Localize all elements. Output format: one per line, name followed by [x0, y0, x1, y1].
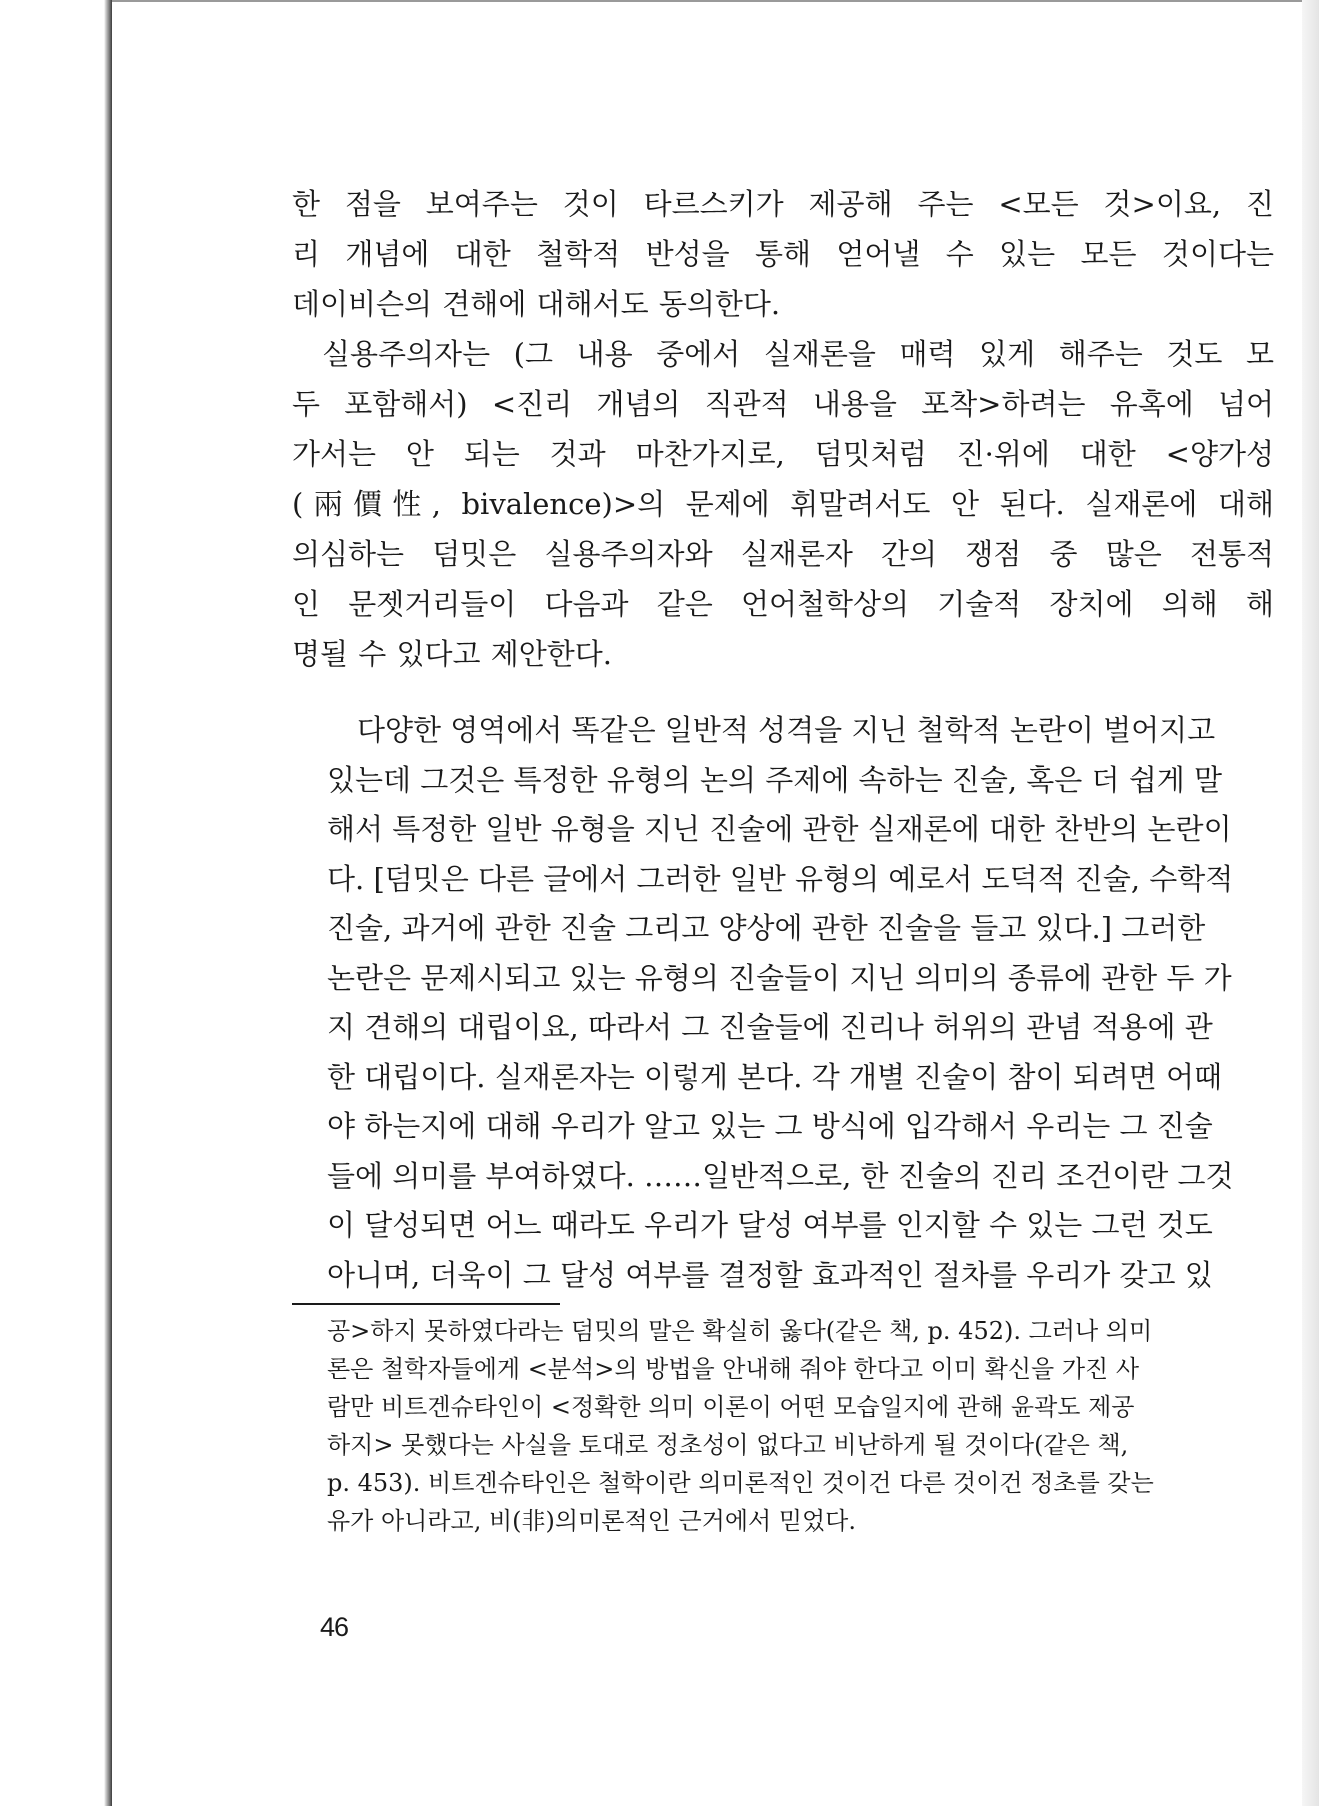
- footnote-line: 하지> 못했다는 사실을 토대로 정초성이 없다고 비난하게 될 것이다(같은 책,: [327, 1431, 1129, 1459]
- book-page: [112, 0, 1302, 1806]
- intro-paragraph: [292, 179, 1274, 329]
- text-line: 인 문젯거리들이 다음과 같은 언어철학상의 기술적 장치에 의해 해: [292, 587, 1274, 621]
- page-number: 46: [320, 1612, 349, 1642]
- quote-line: 이 달성되면 어느 때라도 우리가 달성 여부를 인지할 수 있는 그런 것도: [327, 1208, 1213, 1242]
- block-quote: [327, 706, 1274, 1300]
- quote-line: 해서 특정한 일반 유형을 지닌 진술에 관한 실재론에 대한 찬반의 논란이: [327, 812, 1232, 846]
- text-line: 명될 수 있다고 제안한다.: [292, 637, 613, 671]
- quote-line: 진술, 과거에 관한 진술 그리고 양상에 관한 진술을 들고 있다.] 그러한: [327, 911, 1206, 945]
- quote-line: 아니며, 더욱이 그 달성 여부를 결정할 효과적인 절차를 우리가 갖고 있: [327, 1257, 1213, 1292]
- quote-line: 논란은 문제시되고 있는 유형의 진술들이 지닌 의미의 종류에 관한 두 가: [327, 960, 1232, 995]
- quote-line: 들에 의미를 부여하였다. ……일반적으로, 한 진술의 진리 조건이란 그것: [327, 1158, 1234, 1193]
- book-spine: [0, 0, 112, 1806]
- pragmatist-paragraph: [292, 329, 1274, 679]
- quote-line: 야 하는지에 대해 우리가 알고 있는 그 방식에 입각해서 우리는 그 진술: [327, 1109, 1213, 1143]
- text-line: 리 개념에 대한 철학적 반성을 통해 얻어낼 수 있는 모든 것이다는: [292, 237, 1274, 271]
- footnote-line: 공>하지 못하였다라는 덤밋의 말은 확실히 옳다(같은 책, p. 452). 그러나 의미: [327, 1317, 1153, 1345]
- footnote-line: 론은 철학자들에게 <분석>의 방법을 안내해 줘야 한다고 이미 확신을 가진 사: [327, 1355, 1140, 1383]
- text-line: 가서는 안 되는 것과 마찬가지로, 덤밋처럼 진·위에 대한 <양가성: [292, 437, 1274, 471]
- quote-line: 한 대립이다. 실재론자는 이렇게 본다. 각 개별 진술이 참이 되려면 어때: [327, 1059, 1223, 1094]
- text-line: 한 점을 보여주는 것이 타르스키가 제공해 주는 <모든 것>이요, 진: [292, 187, 1274, 221]
- text-line: (兩價性, bivalence)>의 문제에 휘말려서도 안 된다. 실재론에 대해: [292, 487, 1274, 521]
- quote-line: 있는데 그것은 특정한 유형의 논의 주제에 속하는 진술, 혹은 더 쉽게 말: [327, 762, 1223, 797]
- footnote-divider: [292, 1303, 560, 1305]
- text-line: 의심하는 덤밋은 실용주의자와 실재론자 간의 쟁점 중 많은 전통적: [292, 537, 1274, 571]
- text-line: 데이비슨의 견해에 대해서도 동의한다.: [292, 287, 781, 321]
- footnote-line: 람만 비트겐슈타인이 <정확한 의미 이론이 어떤 모습일지에 관해 윤곽도 제공: [327, 1393, 1135, 1421]
- footnote: [327, 1312, 1274, 1540]
- text-line: 두 포함해서) <진리 개념의 직관적 내용을 포착>하려는 유혹에 넘어: [292, 387, 1274, 421]
- quote-line: 다. [덤밋은 다른 글에서 그러한 일반 유형의 예로서 도덕적 진술, 수학적: [327, 861, 1234, 896]
- footnote-line: p. 453). 비트겐슈타인은 철학이란 의미론적인 것이건 다른 것이건 정초를 갖는: [327, 1469, 1154, 1497]
- quote-line: 지 견해의 대립이요, 따라서 그 진술들에 진리나 허위의 관념 적용에 관: [327, 1010, 1213, 1044]
- page-edge: [1302, 0, 1319, 1806]
- footnote-line: 유가 아니라고, 비(非)의미론적인 근거에서 믿었다.: [327, 1507, 856, 1535]
- text-line: 실용주의자는 (그 내용 중에서 실재론을 매력 있게 해주는 것도 모: [322, 337, 1274, 371]
- quote-line: 다양한 영역에서 똑같은 일반적 성격을 지닌 철학적 논란이 벌어지고: [357, 713, 1216, 747]
